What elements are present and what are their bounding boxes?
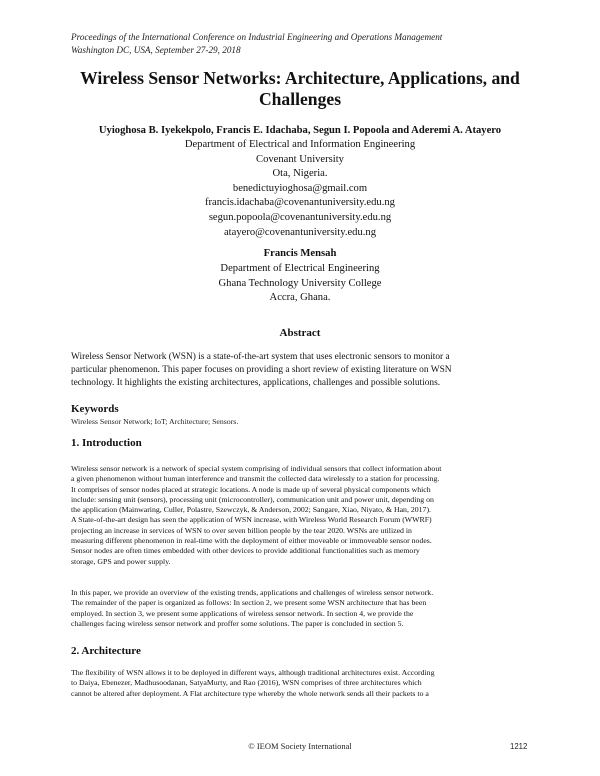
- body-line: a given phenomenon without human interference and transmit the collected data wirelessly to a station for processing.: [71, 474, 440, 484]
- body-line: projecting an increase in services of WSN to over seven billion people by the tear 2020. WSNs are utilized in: [71, 525, 412, 535]
- body-line: employed. In section 3, we present some applications of wireless sensor network. In section 4, we provide the: [71, 608, 414, 618]
- author-email: francis.idachaba@covenantuniversity.edu.ng: [205, 197, 395, 209]
- header-conference: Proceedings of the International Conference on Industrial Engineering and Operations Management: [71, 32, 443, 42]
- abstract-line: particular phenomenon. This paper focuses on providing a short review of existing literature on WSN: [71, 365, 452, 375]
- copyright-footer: © IEOM Society International: [248, 741, 352, 751]
- author-email: benedictuyioghosa@gmail.com: [232, 182, 368, 194]
- body-line: Wireless sensor network is a network of special system comprising of individual sensors that collect information about: [71, 464, 442, 473]
- body-line: The flexibility of WSN allows it to be deployed in different ways, although traditional architectures exist. According: [71, 668, 435, 677]
- author-email: segun.popoola@covenantuniversity.edu.ng: [208, 211, 392, 223]
- author-list: Uyioghosa B. Iyekekpolo, Francis E. Idachaba, Segun I. Popoola and Aderemi A. Atayero: [98, 125, 502, 136]
- body-line: storage, GPS and power supply.: [71, 556, 171, 566]
- body-line: cannot be altered after deployment. A Flat architecture type whereby the whole network sends all their packets to a: [71, 688, 429, 698]
- architecture-paragraph-1: [71, 668, 530, 699]
- page-number: 1212: [510, 742, 528, 751]
- affiliation-block-2: [70, 262, 530, 306]
- section-heading-introduction: 1. Introduction: [71, 437, 142, 449]
- running-header: [71, 31, 541, 56]
- affiliation-university: Ghana Technology University College: [218, 277, 382, 289]
- body-line: In this paper, we provide an overview of the existing trends, applications and challenges of wireless sensor network.: [71, 588, 434, 597]
- keywords-text: Wireless Sensor Network; IoT; Architecture; Sensors.: [71, 417, 239, 426]
- affiliation-department: Department of Electrical and Information Engineering: [184, 139, 416, 150]
- body-line: A State-of-the-art design has seen the application of WSN increase, with Wireless World Research Forum (WWRF): [71, 515, 432, 525]
- affiliation-city: Accra, Ghana.: [269, 292, 331, 304]
- abstract-heading: Abstract: [279, 327, 321, 339]
- body-line: challenges facing wireless sensor network and proffer some solutions. The paper is concluded in section 5.: [71, 618, 404, 628]
- abstract-line: technology. It highlights the existing architectures, applications, challenges and possible solutions.: [71, 378, 441, 388]
- author-email: atayero@covenantuniversity.edu.ng: [223, 226, 377, 238]
- section-heading-architecture: 2. Architecture: [71, 645, 141, 657]
- affiliation-university: Covenant University: [256, 153, 344, 165]
- abstract-line: Wireless Sensor Network (WSN) is a state-of-the-art system that uses electronic sensors to monitor a: [71, 352, 450, 362]
- intro-paragraph-1: [71, 464, 530, 567]
- abstract-text: [71, 351, 530, 390]
- title-line-1: Wireless Sensor Networks: Architecture, Applications, and: [80, 68, 520, 88]
- intro-paragraph-2: [71, 588, 530, 629]
- body-line: measuring different phenomenon in real-time with the deployment of either moveable or immoveable sensor nodes.: [71, 536, 432, 546]
- body-line: The remainder of the paper is organized as follows: In section 2, we present some WSN architecture that has been: [71, 598, 427, 608]
- body-line: the application (Mainwaring, Culler, Polastre, Szewczyk, & Anderson, 2002; Sangare, Xiao, Niyato, & Han, 2017).: [71, 505, 431, 515]
- title-line-2: Challenges: [258, 89, 342, 109]
- body-line: to Daiya, Ebenezer, Madhusoodanan, SatyaMurty, and Rao (2016), WSN comprises of three architectures which: [71, 678, 422, 688]
- body-line: It comprises of sensor nodes placed at strategic locations. A node is made up of several physical components which: [71, 484, 431, 494]
- affiliation-department: Department of Electrical Engineering: [220, 263, 380, 274]
- body-line: Sensor nodes are often times embedded with other devices to provide additional functionalities such as memory: [71, 546, 420, 556]
- second-author: Francis Mensah: [263, 248, 337, 259]
- header-location: Washington DC, USA, September 27-29, 2018: [71, 44, 241, 55]
- paper-title: [60, 68, 540, 110]
- body-line: include: sensing unit (sensors), processing unit (microcontroller), communication unit and power unit, depending on: [71, 494, 434, 504]
- keywords-heading: Keywords: [71, 403, 119, 415]
- affiliation-city: Ota, Nigeria.: [272, 168, 328, 180]
- affiliation-block-1: [70, 138, 530, 240]
